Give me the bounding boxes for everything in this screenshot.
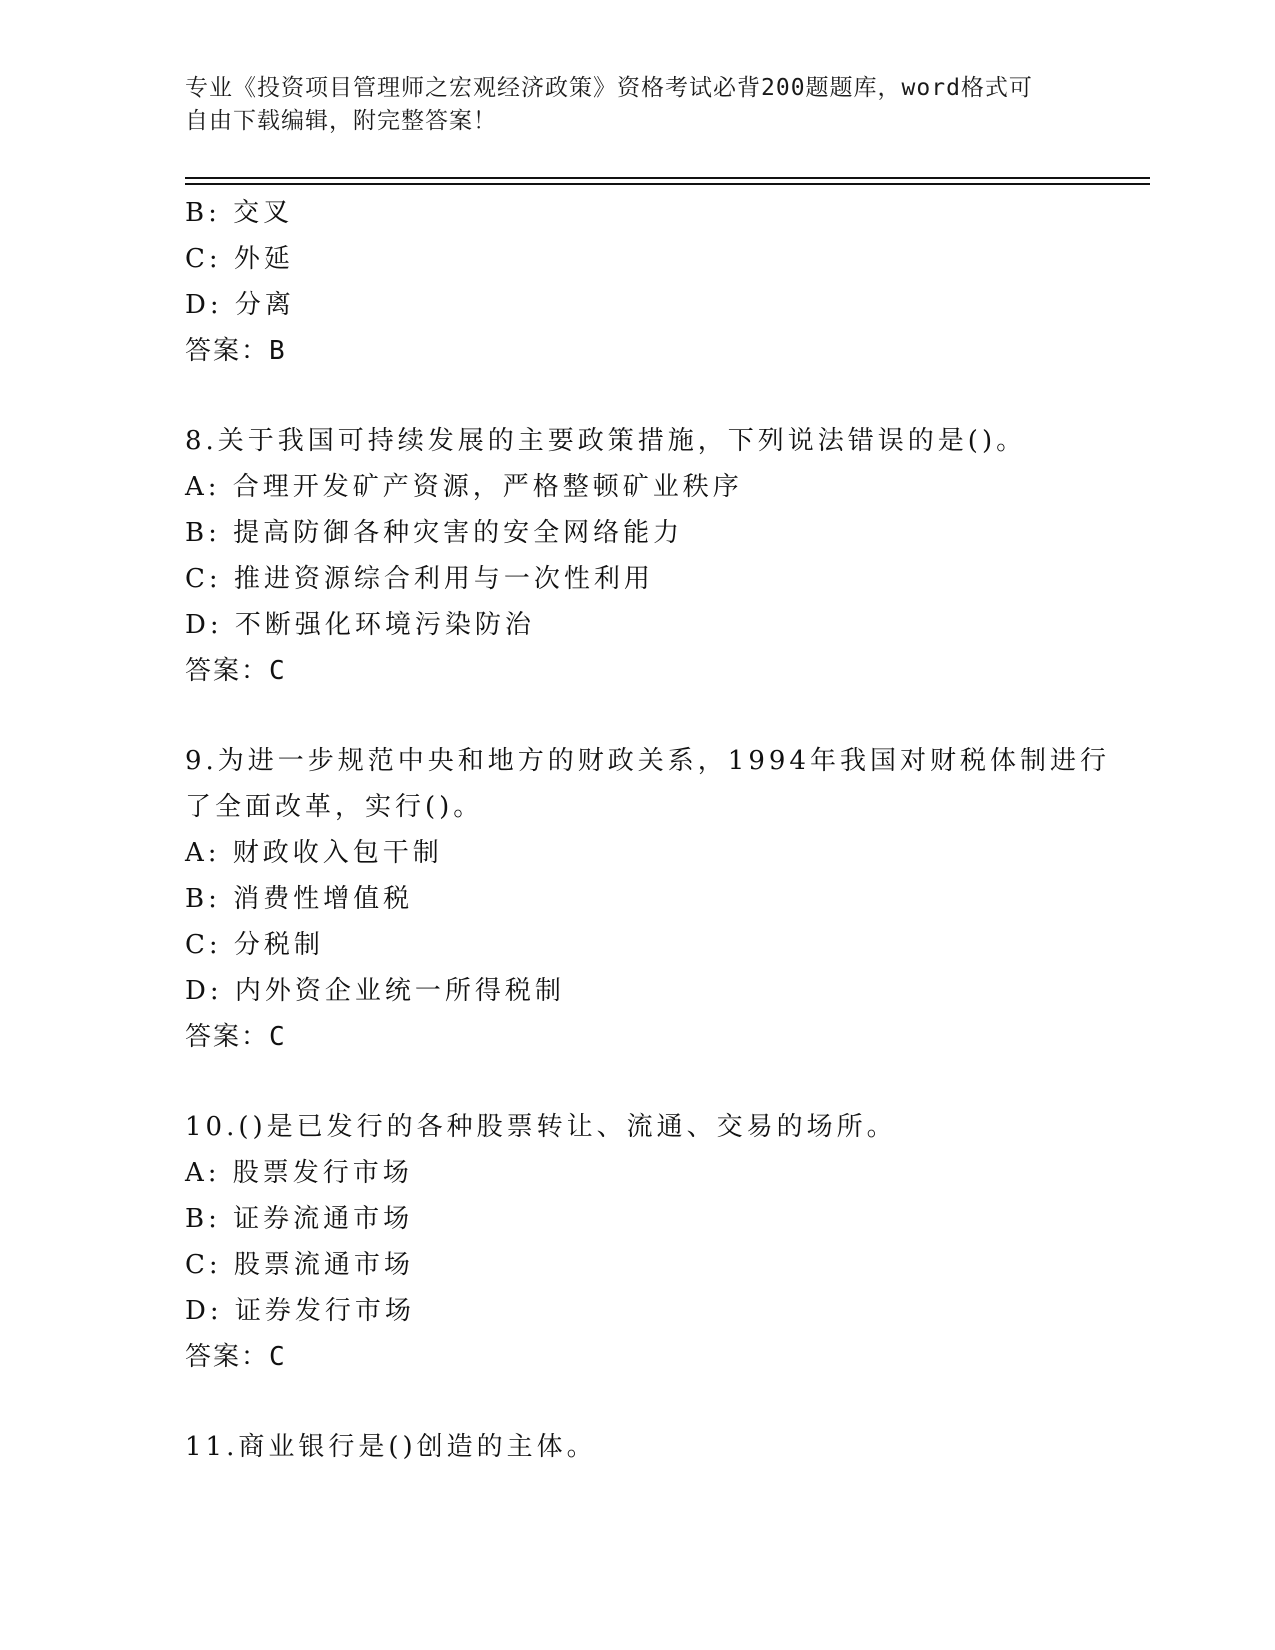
- header-divider-bottom: [185, 183, 1150, 185]
- question-text: 11.商业银行是()创造的主体。: [185, 1432, 597, 1462]
- question-8: [185, 418, 1085, 694]
- spacer: [185, 1060, 1085, 1104]
- document-header: [185, 72, 1085, 138]
- option-d: D: 不断强化环境污染防治: [185, 610, 535, 640]
- question-text-line-2: 了全面改革，实行()。: [185, 792, 484, 822]
- answer: 答案：C: [185, 1022, 287, 1052]
- option-d: D: 内外资企业统一所得税制: [185, 976, 565, 1006]
- answer: 答案：C: [185, 1342, 287, 1372]
- spacer: [185, 374, 1085, 418]
- option-d: D: 证券发行市场: [185, 1296, 415, 1326]
- answer: 答案：B: [185, 336, 287, 366]
- option-a: A: 合理开发矿产资源，严格整顿矿业秩序: [185, 472, 743, 502]
- question-text-line-1: 9.为进一步规范中央和地方的财政关系，1994年我国对财税体制进行: [185, 746, 1110, 776]
- option-c: C: 股票流通市场: [185, 1250, 414, 1280]
- spacer: [185, 694, 1085, 738]
- option-b: B: 提高防御各种灾害的安全网络能力: [185, 518, 684, 548]
- question-9: [185, 738, 1110, 1060]
- spacer: [185, 1380, 1085, 1424]
- option-b: B: 消费性增值税: [185, 884, 414, 914]
- header-line-1: 专业《投资项目管理师之宏观经济政策》资格考试必背200题题库，word格式可: [185, 75, 1033, 101]
- option-b: B: 证券流通市场: [185, 1204, 414, 1234]
- option-c: C: 推进资源综合利用与一次性利用: [185, 564, 654, 594]
- option-b: B: 交叉: [185, 198, 294, 228]
- question-7-continued: [185, 190, 1085, 374]
- option-a: A: 股票发行市场: [185, 1158, 413, 1188]
- option-a: A: 财政收入包干制: [185, 838, 443, 868]
- answer: 答案：C: [185, 656, 287, 686]
- question-text: 10.()是已发行的各种股票转让、流通、交易的场所。: [185, 1112, 897, 1142]
- header-line-2: 自由下载编辑，附完整答案！: [185, 108, 497, 134]
- option-c: C: 外延: [185, 244, 294, 274]
- option-c: C: 分税制: [185, 930, 324, 960]
- question-11: [185, 1424, 1085, 1470]
- header-divider-top: [185, 177, 1150, 179]
- question-text: 8.关于我国可持续发展的主要政策措施，下列说法错误的是()。: [185, 426, 1027, 456]
- question-list: [185, 190, 1110, 1470]
- option-d: D: 分离: [185, 290, 295, 320]
- question-10: [185, 1104, 1085, 1380]
